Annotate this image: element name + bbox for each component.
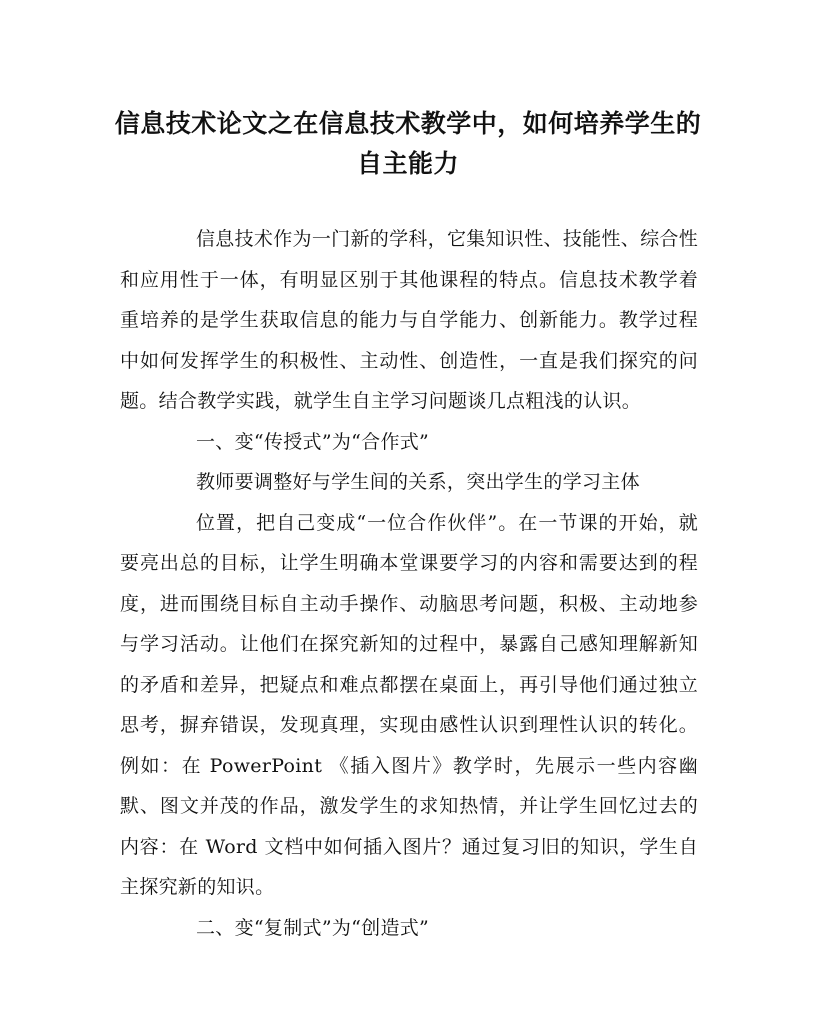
paragraph-lead: 教师要调整好与学生间的关系，突出学生的学习主体 bbox=[196, 471, 640, 493]
document-title: 信息技术论文之在信息技术教学中，如何培养学生的自主能力 bbox=[114, 109, 702, 178]
paragraph-body: 位置，把自己变成“一位合作伙伴”。在一节课的开始，就要亮出总的目标，让学生明确本堂课要学习的内容和需要达到的程度，进而围绕目标自主动手操作、动脑思考问题，积极、主动地参与学习活动。让他们在探究新知的过程中，暴露自己感知理解新知的矛盾和差异，把疑点和难点都摆在桌面上，再引导他们通过独立思考，摒弃错误，发现真理，实现由感性认识到理性认识的转化。例如：在 PowerPoint 《插入图片》教学时，先展示一些内容幽默、图文并茂的作品，激发学生的求知热情，并让学生回忆过去的内容：在 Word 文档中如何插入图片？通过复习旧的知识，学生自主探究新的知识。 bbox=[120, 511, 698, 898]
section-heading-2: 二、变“复制式”为“创造式” bbox=[196, 916, 430, 939]
section-heading-1: 一、变“传授式”为“合作式” bbox=[196, 430, 430, 453]
document-body bbox=[120, 219, 698, 948]
paragraph-intro: 信息技术作为一门新的学科，它集知识性、技能性、综合性和应用性于一体，有明显区别于其他课程的特点。信息技术教学着重培养的是学生获取信息的能力与自学能力、创新能力。教学过程中如何发挥学生的积极性、主动性、创造性，一直是我们探究的问题。结合教学实践，就学生自主学习问题谈几点粗浅的认识。 bbox=[120, 228, 698, 412]
